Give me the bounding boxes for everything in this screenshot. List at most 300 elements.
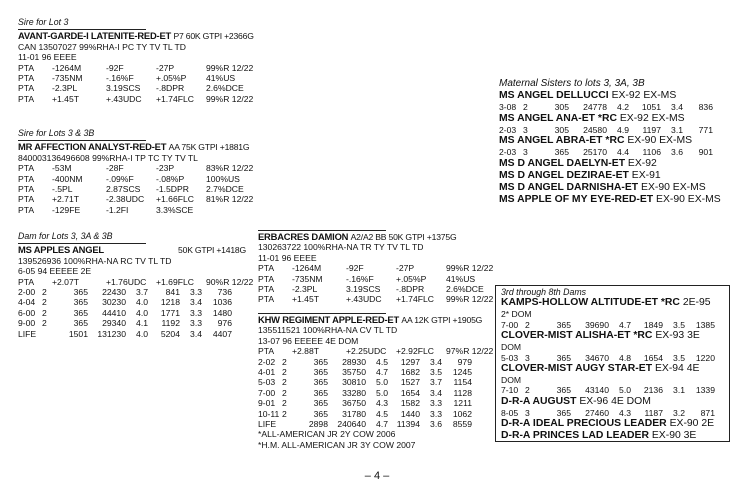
pta-cell: -2.38UDC	[106, 194, 145, 205]
sister-classification: EX-91	[628, 169, 661, 181]
record-cell: 2	[282, 356, 287, 367]
pta-cell: PTA	[18, 204, 35, 215]
ancestor-record	[501, 408, 727, 418]
sire-ratings: A2/A2 BB 50K GTPI +1375G	[350, 232, 457, 242]
dam-ratings: 50K GTPI +1418G	[178, 245, 246, 256]
pta-cell: +2.25UDC	[346, 346, 387, 357]
pta-row	[18, 163, 264, 173]
record-cell: 1197	[642, 124, 661, 135]
record-cell: 365	[556, 407, 571, 418]
ancestor-detail: DOM	[501, 342, 522, 353]
record-row	[258, 388, 504, 398]
pta-cell: PTA	[258, 294, 275, 305]
award-note: *ALL-AMERICAN JR 2Y COW 2006	[258, 429, 396, 440]
pta-cell: -1.2FI	[106, 204, 129, 215]
lot3-sire-block	[18, 17, 264, 104]
sire-name	[258, 232, 504, 242]
ancestor-classification: 2E-95	[682, 297, 711, 309]
ancestor-classification: EX-96 4E DOM	[579, 395, 651, 407]
pta-cell: +2.88T	[292, 346, 319, 357]
pta-cell: 2.87SCS	[106, 184, 141, 195]
pta-cell: 99%R 12/22	[446, 263, 494, 274]
pta-cell	[206, 205, 264, 215]
record-cell: 2	[282, 408, 287, 419]
registration-line: 135511521 100%RHA-NA CV TL TD	[258, 325, 398, 336]
record-cell: LIFE	[18, 328, 37, 339]
pta-cell: PTA	[18, 163, 35, 174]
pta-cell: -735NM	[292, 273, 323, 284]
production-records	[258, 357, 504, 430]
record-cell: 2	[525, 385, 530, 396]
erbacres-block	[258, 230, 504, 305]
ancestor-classification: EX-90 2E	[669, 418, 715, 430]
ancestor-name	[501, 430, 727, 442]
pta-cell: -1264M	[292, 263, 322, 274]
record-cell: 44410	[102, 307, 126, 318]
record-cell: 4.2	[617, 102, 629, 113]
record-cell: 2	[282, 398, 287, 409]
pta-table	[18, 63, 264, 105]
pta-cell: -1.5DPR	[156, 184, 189, 195]
record-cell: 7-10	[501, 385, 519, 396]
record-row	[258, 409, 504, 419]
sister-name	[499, 170, 721, 182]
record-cell: 901	[698, 147, 713, 158]
pta-cell: +1.45T	[292, 294, 319, 305]
pta-cell: -92F	[346, 263, 364, 274]
registration-line: CAN 13507027 99%RHA-I PC TY TV TL TD	[18, 41, 186, 52]
pta-cell: PTA	[18, 73, 35, 84]
record-row	[501, 385, 727, 395]
record-cell	[282, 419, 294, 429]
dam-block	[18, 231, 264, 339]
record-cell: 1211	[453, 398, 472, 409]
record-cell: 28930	[342, 356, 366, 367]
record-cell: 31780	[342, 408, 366, 419]
pta-cell: +1.74FLC	[156, 93, 194, 104]
ancestor-name-text: D-R-A IDEAL PRECIOUS LEADER	[501, 418, 667, 430]
pta-row	[18, 94, 264, 104]
record-cell: 4.7	[376, 367, 388, 378]
classification-line: 6-05 94 EEEEE 2E	[18, 266, 92, 277]
record-cell: 871	[700, 407, 715, 418]
record-cell: 11394	[396, 419, 420, 430]
ancestor-name	[501, 396, 727, 408]
pta-cell: -735NM	[52, 73, 83, 84]
record-cell: 1440	[400, 408, 420, 419]
record-cell: 1771	[160, 307, 180, 318]
record-cell: 3.6	[671, 147, 683, 158]
pta-cell: 99%R 12/22	[206, 62, 254, 73]
record-cell: 365	[554, 147, 569, 158]
pta-cell: 2.7%DCE	[206, 184, 244, 195]
record-cell: 34670	[585, 352, 609, 363]
record-cell: 3.3	[430, 408, 442, 419]
record-cell: 4.3	[619, 407, 631, 418]
record-cell: 4-04	[18, 297, 36, 308]
ancestor-name-text: KAMPS-HOLLOW ALTITUDE-ET *RC	[501, 297, 680, 309]
pta-cell: PTA	[18, 184, 35, 195]
page-number: – 4 –	[364, 470, 390, 482]
record-cell: 2	[282, 367, 287, 378]
record-cell: 5.0	[376, 387, 388, 398]
record-cell: 3	[525, 407, 530, 418]
record-cell: 2898	[308, 419, 328, 430]
record-cell: 2	[523, 102, 528, 113]
record-cell: 9-00	[18, 318, 36, 329]
ancestor-name	[501, 330, 727, 342]
record-cell: 39690	[585, 319, 609, 330]
record-cell: 2136	[643, 385, 663, 396]
pta-cell: -1264M	[52, 62, 82, 73]
record-cell: 3.7	[136, 287, 148, 298]
pta-cell: PTA	[258, 273, 275, 284]
classification-line: 11-01 96 EEEE	[18, 52, 77, 63]
record-cell: 3.3	[190, 287, 202, 298]
pta-cell: +1.76UDC	[106, 276, 147, 287]
sister-classification: EX-92 EX-MS	[608, 90, 677, 102]
record-cell: 8-05	[501, 407, 519, 418]
record-cell: 131230	[97, 328, 126, 339]
record-cell: 3-08	[499, 102, 517, 113]
pta-cell: -53M	[52, 163, 72, 174]
record-row	[18, 308, 264, 318]
record-cell: 365	[556, 385, 571, 396]
pta-cell: -.5PL	[52, 184, 73, 195]
record-cell: 4.8	[619, 352, 631, 363]
record-row	[258, 398, 504, 408]
pta-cell: 3.19SCS	[106, 83, 141, 94]
sister-name	[499, 182, 721, 194]
sister-name-text: MS ANGEL DELLUCCI	[499, 90, 609, 102]
pta-cell: +1.45T	[52, 93, 79, 104]
record-cell: 4.3	[376, 398, 388, 409]
pta-row	[18, 83, 264, 93]
record-cell: 1385	[695, 319, 715, 330]
record-cell: 4.7	[619, 319, 631, 330]
record-cell: 3.5	[673, 319, 685, 330]
record-row	[501, 320, 727, 330]
record-cell: 836	[698, 102, 713, 113]
record-cell: 1218	[160, 297, 180, 308]
pta-cell: -.16%F	[106, 73, 134, 84]
pta-cell: -2.3PL	[292, 284, 318, 295]
dam-name-text: MS APPLES ANGEL	[18, 244, 104, 256]
pta-cell: -.8DPR	[156, 83, 185, 94]
dam-name	[258, 315, 504, 325]
record-cell: 2	[525, 319, 530, 330]
record-cell: 1654	[643, 352, 663, 363]
pta-cell: -129FE	[52, 204, 81, 215]
pta-cell: 100%US	[206, 173, 240, 184]
pta-cell: 90%R 12/22	[206, 276, 254, 287]
record-cell: 1527	[400, 377, 420, 388]
record-cell: 3.3	[190, 318, 202, 329]
record-cell: 3.3	[190, 307, 202, 318]
record-cell: 4.5	[376, 356, 388, 367]
ancestor-record	[501, 385, 727, 395]
record-cell: 2	[282, 377, 287, 388]
record-cell: 841	[165, 287, 180, 298]
lot3b-sire-block	[18, 128, 264, 215]
pta-cell: PTA	[18, 194, 35, 205]
record-cell: 1501	[68, 328, 88, 339]
section-heading: Sire for Lots 3 & 3B	[18, 128, 95, 138]
pta-cell: 99%R 12/22	[446, 294, 494, 305]
pta-cell: +.05%P	[156, 73, 187, 84]
record-cell: 365	[73, 318, 88, 329]
record-cell: 365	[73, 307, 88, 318]
registration-line: 139526936 100%RHA-NA RC TV TL TD	[18, 255, 172, 266]
ancestor-name	[501, 363, 727, 375]
record-cell: 3.4	[190, 297, 202, 308]
sister-name	[499, 113, 721, 125]
record-cell: 2-02	[258, 356, 276, 367]
khw-block	[258, 313, 504, 450]
pta-cell: PTA	[18, 276, 35, 287]
record-cell: 4.0	[136, 307, 148, 318]
record-cell: 365	[73, 297, 88, 308]
record-cell: 3.4	[430, 356, 442, 367]
record-row	[499, 102, 721, 112]
record-cell: 2	[42, 297, 47, 308]
record-cell: 35750	[342, 367, 366, 378]
record-cell: 24580	[583, 124, 607, 135]
production-records	[18, 287, 264, 339]
pta-row	[258, 284, 504, 294]
ancestor-name	[501, 297, 727, 309]
sister-name-text: MS ANGEL ABRA-ET *RC	[499, 135, 625, 147]
record-cell: 3.6	[430, 419, 442, 430]
record-cell: 1480	[212, 307, 232, 318]
record-cell: 2-03	[499, 147, 517, 158]
record-cell: 1582	[400, 398, 420, 409]
registration-line: 840003136496608 99%RHA-I TP TC TY TV TL	[18, 152, 198, 163]
record-row	[258, 367, 504, 377]
sire-name	[18, 31, 264, 41]
record-cell: 3.5	[673, 352, 685, 363]
record-cell: 43140	[585, 385, 609, 396]
sister-name-text: MS APPLE OF MY EYE-RED-ET	[499, 193, 654, 205]
record-cell: 1245	[452, 367, 472, 378]
record-cell: 7-00	[258, 387, 276, 398]
classification-line: 13-07 96 EEEEE 4E DOM	[258, 335, 359, 346]
record-cell: 1051	[641, 102, 661, 113]
registration-line: 130263722 100%RHA-NA TR TY TV TL TD	[258, 242, 424, 253]
record-cell: LIFE	[258, 419, 277, 430]
pta-row	[18, 174, 264, 184]
record-cell: 33280	[342, 387, 366, 398]
record-cell: 1036	[212, 297, 232, 308]
record-row	[18, 287, 264, 297]
record-cell: 5-03	[501, 352, 519, 363]
record-cell: 1128	[453, 387, 472, 398]
record-cell: 3	[523, 147, 528, 158]
record-cell: 3.4	[430, 387, 442, 398]
pta-cell: -92F	[106, 62, 124, 73]
record-cell: 3.4	[671, 102, 683, 113]
record-cell: 365	[556, 352, 571, 363]
pta-cell: PTA	[18, 83, 35, 94]
record-cell: 365	[313, 398, 328, 409]
record-row	[499, 125, 721, 135]
ancestor-classification: EX-90 3E	[651, 430, 697, 442]
ancestor-dams-content	[501, 287, 727, 442]
pta-cell: -.8DPR	[396, 284, 425, 295]
record-cell: 8559	[452, 419, 472, 430]
pta-row	[18, 73, 264, 83]
ancestor-dams-box	[495, 285, 730, 442]
record-cell: 736	[217, 287, 232, 298]
pta-cell: PTA	[258, 346, 275, 357]
record-cell: 9-01	[258, 398, 276, 409]
record-cell: 1220	[695, 352, 715, 363]
pta-cell: 2.6%DCE	[446, 284, 484, 295]
classification-line: 11-01 96 EEEE	[258, 252, 317, 263]
record-row	[258, 419, 504, 429]
record-cell: 365	[313, 408, 328, 419]
record-cell: 2	[282, 387, 287, 398]
pta-cell: -.08%P	[156, 173, 185, 184]
record-cell: 2	[42, 307, 47, 318]
pta-cell: +2.92FLC	[396, 346, 434, 357]
record-cell: 4.4	[617, 147, 629, 158]
award-note: *H.M. ALL-AMERICAN JR 3Y COW 2007	[258, 439, 416, 450]
record-cell: 3.2	[673, 407, 685, 418]
record-cell: 305	[554, 124, 569, 135]
pta-row	[258, 346, 504, 356]
record-cell: 4.1	[136, 318, 148, 329]
pta-table	[258, 263, 504, 305]
dam-name	[18, 245, 246, 255]
sire-ratings: P7 60K GTPI +2366G	[173, 31, 254, 42]
pta-cell: 41%US	[446, 273, 476, 284]
record-cell: 365	[73, 287, 88, 298]
pta-cell: PTA	[18, 93, 35, 104]
record-cell: 1106	[642, 147, 661, 158]
pta-cell: -.16%F	[346, 273, 374, 284]
record-cell: 4.0	[136, 328, 148, 339]
sister-name	[499, 194, 721, 206]
pta-cell: PTA	[258, 263, 275, 274]
record-cell: 24778	[583, 102, 607, 113]
sire-name-text: AVANT-GARDE-I LATENITE-RED-ET	[18, 30, 172, 42]
record-row	[258, 357, 504, 367]
maternal-list	[499, 90, 721, 205]
sister-classification: EX-92	[625, 157, 657, 169]
ancestor-classification: EX-94 4E	[654, 363, 700, 375]
record-cell: 30230	[102, 297, 126, 308]
pta-cell: 81%R 12/22	[206, 194, 254, 205]
record-cell: 2	[42, 287, 47, 298]
record-cell: 1297	[400, 356, 420, 367]
ancestor-name	[501, 418, 727, 430]
pta-cell: 99%R 12/22	[206, 93, 254, 104]
record-cell: 2	[42, 318, 47, 329]
pta-cell: 83%R 12/22	[206, 163, 254, 174]
ancestor-name-text: CLOVER-MIST ALISHA-ET *RC	[501, 330, 653, 342]
record-cell: 27460	[585, 407, 609, 418]
pta-row	[258, 263, 504, 273]
pta-row	[18, 184, 264, 194]
record-row	[501, 408, 727, 418]
record-cell: 3.1	[671, 124, 683, 135]
pta-cell: PTA	[18, 173, 35, 184]
record-cell: 29340	[102, 318, 126, 329]
record-cell: 365	[313, 377, 328, 388]
ancestor-name-text: CLOVER-MIST AUGY STAR-ET	[501, 363, 653, 375]
record-row	[501, 353, 727, 363]
sister-name-text: MS D ANGEL DAELYN-ET	[499, 157, 626, 169]
pta-cell: -27P	[156, 62, 175, 73]
record-cell: 5.0	[619, 385, 631, 396]
pta-cell: 2.6%DCE	[206, 83, 244, 94]
sister-name-text: MS ANGEL ANA-ET *RC	[499, 112, 617, 124]
pta-cell: +.05%P	[396, 273, 427, 284]
dam-ratings: AA 12K GTPI +1905G	[401, 315, 483, 325]
pta-cell: PTA	[18, 62, 35, 73]
record-cell: 365	[313, 367, 328, 378]
sister-name	[499, 135, 721, 147]
record-cell: 240640	[337, 419, 366, 430]
record-row	[499, 147, 721, 157]
pta-row	[18, 205, 264, 215]
sister-name-text: MS D ANGEL DEZIRAE-ET	[499, 169, 629, 181]
sister-classification: EX-90 EX-MS	[624, 135, 693, 147]
sister-classification: EX-90 EX-MS	[653, 193, 721, 205]
record-cell: 979	[457, 356, 472, 367]
record-cell: 976	[217, 318, 232, 329]
pta-cell: +1.74FLC	[396, 294, 434, 305]
record-cell: 365	[313, 387, 328, 398]
sire-ratings: AA 75K GTPI +1881G	[168, 142, 250, 153]
maternal-sisters-block	[499, 79, 721, 206]
record-row	[18, 318, 264, 328]
record-cell: 5.0	[376, 377, 388, 388]
pta-row	[18, 277, 264, 287]
sister-name	[499, 158, 721, 170]
record-cell: 22430	[102, 287, 126, 298]
pta-cell: 3.19SCS	[346, 284, 381, 295]
record-cell: 4407	[212, 328, 232, 339]
record-cell: 365	[556, 319, 571, 330]
ancestor-record	[501, 320, 727, 330]
pta-cell: 97%R 12/22	[446, 346, 494, 357]
ancestor-detail: 2* DOM	[501, 309, 532, 320]
pta-cell: -28F	[106, 163, 124, 174]
sister-classification: EX-90 EX-MS	[638, 181, 706, 193]
sister-name-text: MS D ANGEL DARNISHA-ET	[499, 181, 639, 193]
sister-classification: EX-92 EX-MS	[616, 112, 685, 124]
pta-row	[258, 274, 504, 284]
sire-name-text: MR AFFECTION ANALYST-RED-ET	[18, 141, 167, 153]
record-cell: 2-03	[499, 124, 517, 135]
section-heading: Maternal Sisters to lots 3, 3A, 3B	[499, 78, 645, 89]
pta-cell: +.43UDC	[106, 93, 142, 104]
record-cell: 3.4	[190, 328, 202, 339]
record-cell: 4.0	[136, 297, 148, 308]
record-cell: 305	[554, 102, 569, 113]
ancestor-name-text: D-R-A PRINCES LAD LEADER	[501, 430, 649, 442]
pta-cell: 41%US	[206, 73, 236, 84]
pta-cell: +.43UDC	[346, 294, 382, 305]
record-cell: 3.7	[430, 377, 442, 388]
record-cell: 5204	[160, 328, 180, 339]
record-cell: 4.5	[376, 408, 388, 419]
pta-table	[18, 163, 264, 215]
pta-cell: +1.69FLC	[156, 276, 194, 287]
pta-row	[258, 294, 504, 304]
